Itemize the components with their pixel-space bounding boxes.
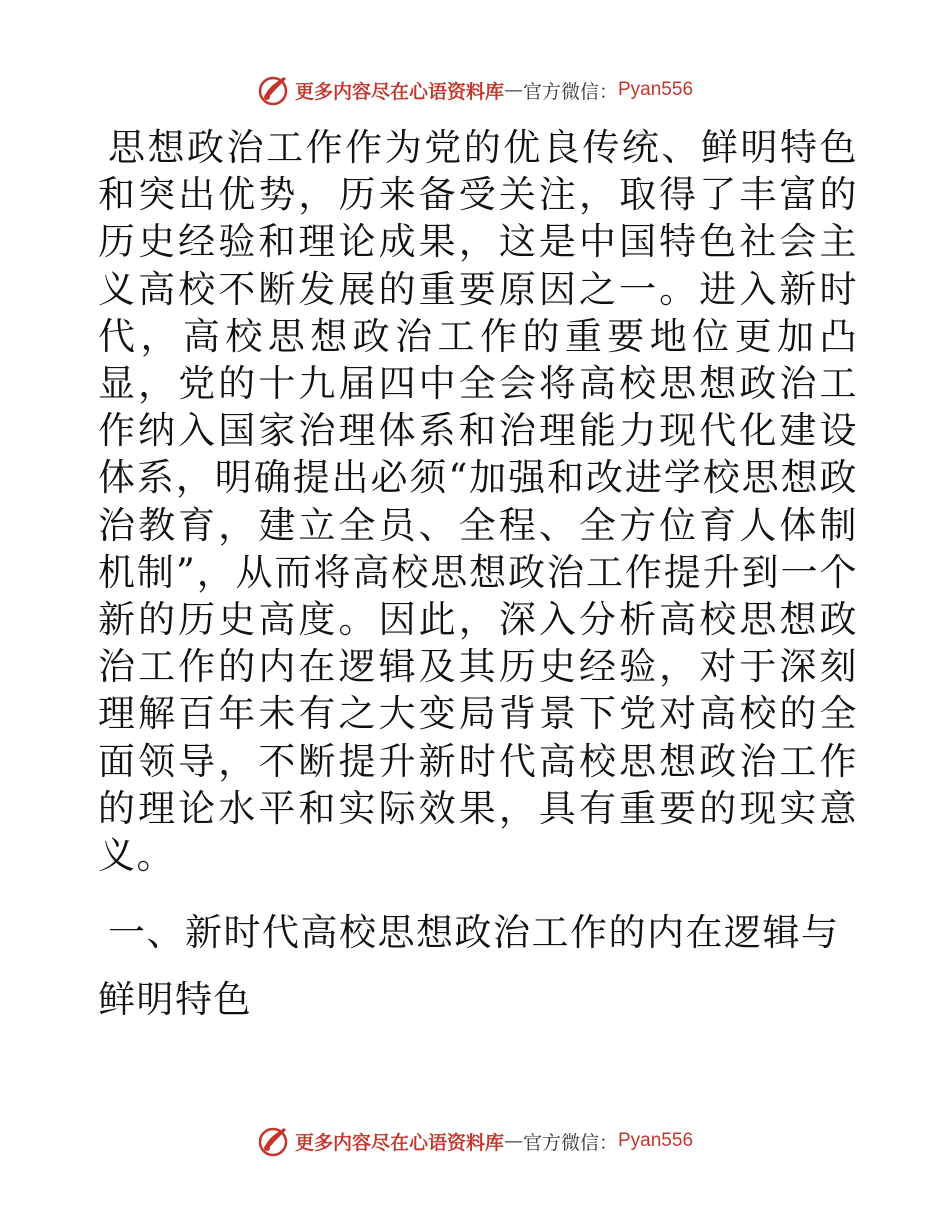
body-paragraph: 思想政治工作作为党的优良传统、鲜明特色和突出优势，历来备受关注，取得了丰富的历史经验和理论成果，这是中国特色社会主义高校不断发展的重要原因之一。进入新时代，高校思想政治工作的重要地位更加凸显，党的十九届四中全会将高校思想政治工作纳入国家治理体系和治理能力现代化建设体系，明确提出必须“加强和改进学校思想政治教育，建立全员、全程、全方位育人体制机制”，从而将高校思想政治工作提升到一个新的历史高度。因此，深入分析高校思想政治工作的内在逻辑及其历史经验，对于深刻理解百年未有之大变局背景下党对高校的全面领导，不断提升新时代高校思想政治工作的理论水平和实际效果，具有重要的现实意义。 bbox=[98, 126, 858, 878]
header-banner bbox=[0, 70, 950, 110]
banner-separator: — bbox=[503, 1130, 523, 1152]
wechat-label: 官方微信： bbox=[522, 1131, 618, 1154]
brush-logo-icon bbox=[257, 1124, 291, 1158]
wechat-id: Pyan556 bbox=[618, 1130, 694, 1151]
document-body bbox=[98, 124, 858, 1033]
brush-logo-icon bbox=[257, 73, 291, 107]
wechat-label: 官方微信： bbox=[522, 80, 618, 103]
wechat-id: Pyan556 bbox=[618, 79, 694, 100]
banner-text: 更多内容尽在心语资料库 bbox=[294, 80, 504, 103]
banner-text: 更多内容尽在心语资料库 bbox=[294, 1131, 504, 1154]
banner-separator: — bbox=[503, 79, 523, 101]
section-heading: 一、新时代高校思想政治工作的内在逻辑与鲜明特色 bbox=[98, 911, 840, 1022]
footer-banner bbox=[0, 1121, 950, 1161]
